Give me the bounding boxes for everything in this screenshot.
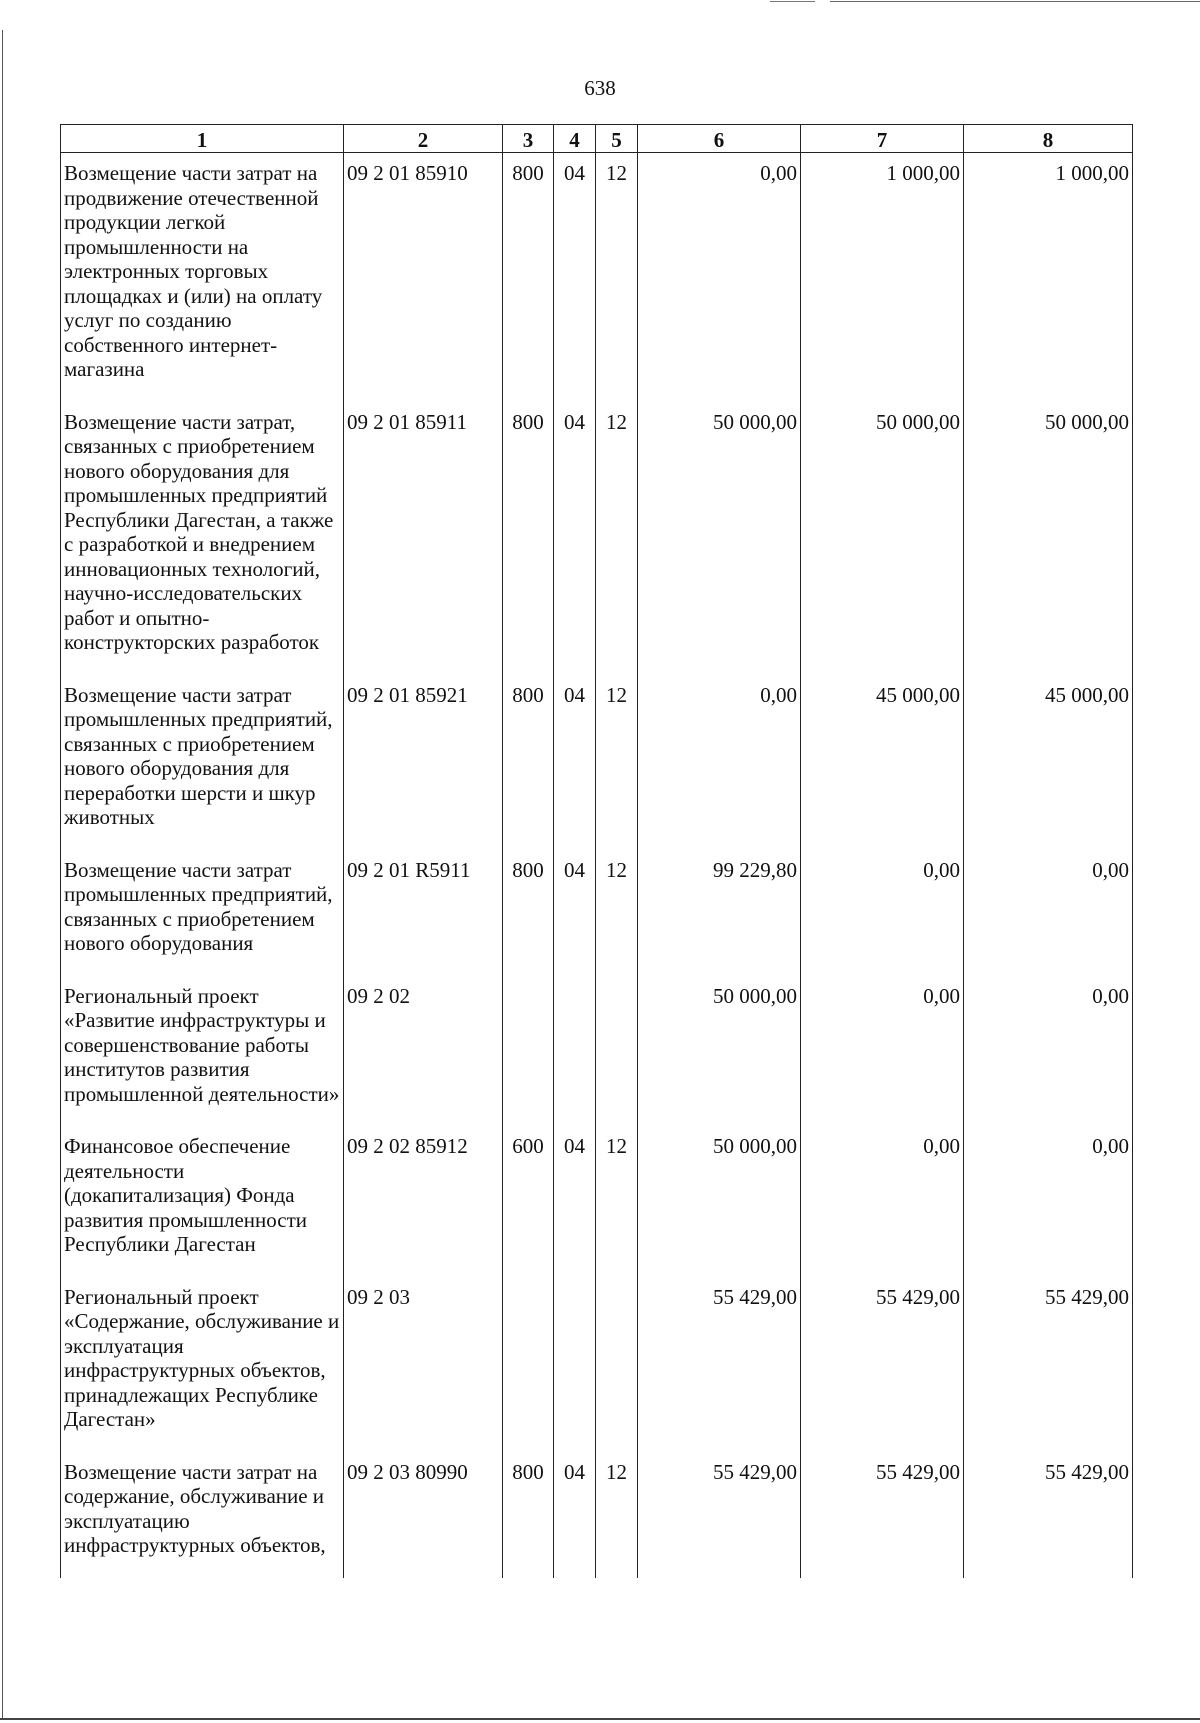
table-row (61, 850, 1133, 976)
row-col-4 (554, 976, 596, 1127)
row-amount-7: 50 000,00 (801, 402, 964, 675)
table-row (61, 153, 1133, 402)
header-col-6: 6 (638, 125, 801, 153)
row-amount-8: 0,00 (964, 850, 1133, 976)
table-row (61, 1277, 1133, 1452)
row-code: 09 2 01 85911 (344, 402, 503, 675)
row-col-3: 800 (503, 153, 554, 402)
row-amount-6: 50 000,00 (638, 976, 801, 1127)
row-col-3: 800 (503, 675, 554, 850)
row-col-5 (596, 976, 638, 1127)
row-col-4: 04 (554, 850, 596, 976)
row-name: Финансовое обеспечение деятельности (докапитализация) Фонда развития промышленности Республики Дагестан (61, 1126, 344, 1277)
table-row (61, 402, 1133, 675)
header-col-1: 1 (61, 125, 344, 153)
row-amount-6: 0,00 (638, 153, 801, 402)
table-row (61, 976, 1133, 1127)
row-amount-8: 1 000,00 (964, 153, 1133, 402)
row-amount-7: 0,00 (801, 850, 964, 976)
header-col-5: 5 (596, 125, 638, 153)
row-code: 09 2 02 85912 (344, 1126, 503, 1277)
row-col-4: 04 (554, 1126, 596, 1277)
header-col-4: 4 (554, 125, 596, 153)
row-name: Региональный проект «Содержание, обслуживание и эксплуатация инфраструктурных объектов, принадлежащих Республике Дагестан» (61, 1277, 344, 1452)
row-col-5: 12 (596, 675, 638, 850)
row-code: 09 2 01 85921 (344, 675, 503, 850)
row-col-5: 12 (596, 1126, 638, 1277)
row-col-5 (596, 1277, 638, 1452)
row-col-4: 04 (554, 1452, 596, 1578)
row-col-3: 800 (503, 402, 554, 675)
row-amount-7: 0,00 (801, 1126, 964, 1277)
row-col-5: 12 (596, 153, 638, 402)
row-col-3: 600 (503, 1126, 554, 1277)
scan-edge-top-fragment (770, 1, 815, 2)
row-col-5: 12 (596, 850, 638, 976)
header-col-7: 7 (801, 125, 964, 153)
row-amount-8: 45 000,00 (964, 675, 1133, 850)
row-amount-6: 50 000,00 (638, 402, 801, 675)
row-amount-6: 99 229,80 (638, 850, 801, 976)
row-col-3: 800 (503, 1452, 554, 1578)
row-code: 09 2 03 (344, 1277, 503, 1452)
row-name: Региональный проект «Развитие инфраструктуры и совершенствование работы институтов развития промышленной деятельности» (61, 976, 344, 1127)
row-col-3 (503, 1277, 554, 1452)
header-col-3: 3 (503, 125, 554, 153)
table-row (61, 1452, 1133, 1578)
row-amount-6: 55 429,00 (638, 1277, 801, 1452)
row-col-4: 04 (554, 675, 596, 850)
table-header-row (61, 125, 1133, 153)
row-code: 09 2 03 80990 (344, 1452, 503, 1578)
row-amount-7: 0,00 (801, 976, 964, 1127)
row-code: 09 2 02 (344, 976, 503, 1127)
row-col-5: 12 (596, 402, 638, 675)
row-name: Возмещение части затрат на продвижение отечественной продукции легкой промышленности на электронных торговых площадках и (или) на оплату услуг по созданию собственного интернет-магазина (61, 153, 344, 402)
row-amount-7: 55 429,00 (801, 1277, 964, 1452)
scan-edge-bottom (0, 1718, 1200, 1720)
row-amount-7: 55 429,00 (801, 1452, 964, 1578)
row-amount-8: 50 000,00 (964, 402, 1133, 675)
header-col-2: 2 (344, 125, 503, 153)
row-name: Возмещение части затрат промышленных предприятий, связанных с приобретением нового оборудования для переработки шерсти и шкур животных (61, 675, 344, 850)
row-name: Возмещение части затрат на содержание, обслуживание и эксплуатацию инфраструктурных объектов, (61, 1452, 344, 1578)
row-col-3 (503, 976, 554, 1127)
budget-table (60, 124, 1133, 1578)
row-amount-8: 55 429,00 (964, 1452, 1133, 1578)
row-amount-6: 55 429,00 (638, 1452, 801, 1578)
table-row (61, 1126, 1133, 1277)
page-number: 638 (584, 76, 616, 100)
row-amount-7: 1 000,00 (801, 153, 964, 402)
row-amount-7: 45 000,00 (801, 675, 964, 850)
row-code: 09 2 01 85910 (344, 153, 503, 402)
row-amount-8: 55 429,00 (964, 1277, 1133, 1452)
row-amount-6: 50 000,00 (638, 1126, 801, 1277)
row-col-3: 800 (503, 850, 554, 976)
scan-edge-left (2, 30, 3, 1720)
row-code: 09 2 01 R5911 (344, 850, 503, 976)
row-col-5: 12 (596, 1452, 638, 1578)
row-amount-6: 0,00 (638, 675, 801, 850)
row-col-4: 04 (554, 402, 596, 675)
row-amount-8: 0,00 (964, 976, 1133, 1127)
row-col-4: 04 (554, 153, 596, 402)
table-row (61, 675, 1133, 850)
row-amount-8: 0,00 (964, 1126, 1133, 1277)
row-name: Возмещение части затрат промышленных предприятий, связанных с приобретением нового оборудования (61, 850, 344, 976)
header-col-8: 8 (964, 125, 1133, 153)
row-col-4 (554, 1277, 596, 1452)
scan-edge-top (830, 1, 1200, 2)
row-name: Возмещение части затрат, связанных с приобретением нового оборудования для промышленных предприятий Республики Дагестан, а также с разработкой и внедрением инновационных технологий, научно-исследовательских работ и опытно-конструкторских разработок (61, 402, 344, 675)
